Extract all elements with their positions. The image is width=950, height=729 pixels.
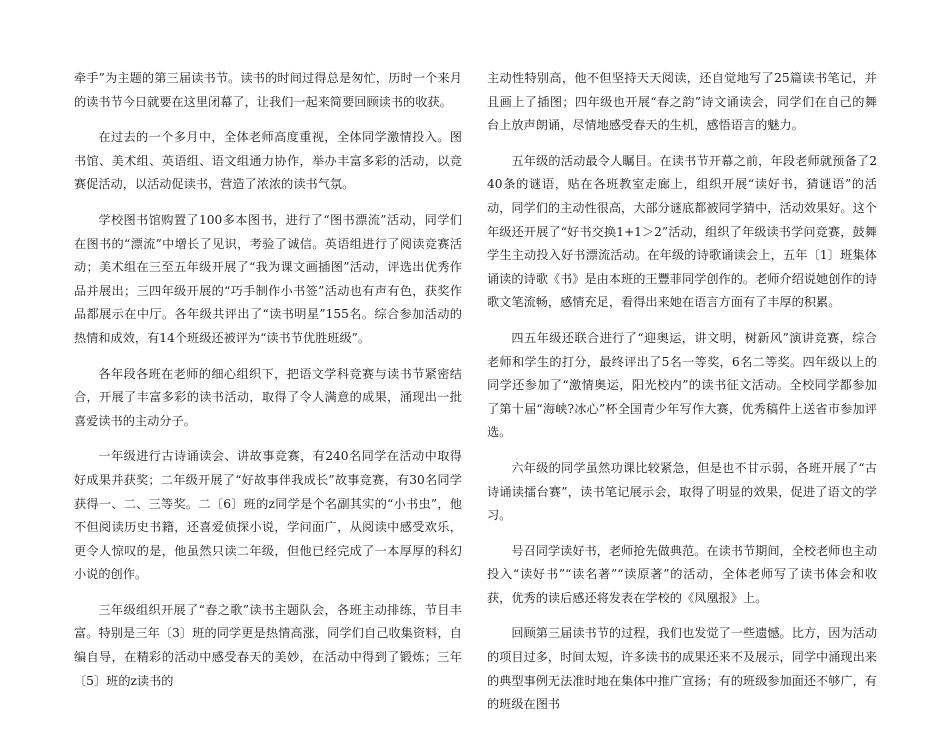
paragraph: 回顾第三届读书节的过程，我们也发觉了一些遗憾。比方，因为活动的项目过多，时间太短，许多读书的成果还来不及展示，同学中涌现出来的典型事例无法准时地在集体中推广宣扬；有的班级参加面还不够广，有的班级在图书 — [487, 626, 878, 712]
paragraph: 号召同学读好书，老师抢先做典范。在读书节期间，全校老师也主动投入“读好书”“读名著”“读原著”的活动，全体老师写了读书体会和收获，优秀的读后感还将发表在学校的《凤凰报》上。 — [487, 543, 878, 605]
paragraph: 四五年级还联合进行了“迎奥运，讲文明，树新风”演讲竞赛，综合老师和学生的打分，最终评出了5名一等奖，6名二等奖。四年级以上的同学还参加了“激情奥运，阳光校内”的读书征文活动。全校同学都参加了第十届“海峡?冰心”杯全国青少年写作大赛，优秀稿件上送省市参加评选。 — [487, 330, 877, 440]
paragraph: 一年级进行古诗诵读会、讲故事竞赛，有240名同学在活动中取得好成果并获奖；二年级开展了“好故事伴我成长”故事竞赛，有30名同学获得一、二、三等奖。二〔6〕班的z同学是个名副其实的“小书虫”，他不但阅读历史书籍，还喜爱侦探小说，学问面广，从阅读中感受欢乐，更令人惊叹的是，他虽然只读二年级，但他已经完成了一本厚厚的科幻小说的创作。 — [74, 449, 462, 582]
paragraph: 五年级的活动最令人瞩目。在读书节开幕之前，年段老师就预备了240条的谜语，贴在各班教室走廊上，组织开展“读好书，猜谜语”的活动，同学们的主动性很高，大部分谜底都被同学猜中，活动效果好。这个年级还开展了“好书交换1+1＞2”活动，组织了年级读书学问竞赛，鼓舞学生主动投入好书漂流活动。在年级的诗歌诵读会上，五年〔1〕班集体诵读的诗歌《书》是由本班的王豐菲同学创作的。老师介绍说她创作的诗歌文笔流畅，感情充足，看得出来她在语言方面有了丰厚的积累。 — [487, 153, 877, 310]
paragraph: 各年段各班在老师的细心组织下，把语文学科竞赛与读书节紧密结合，开展了丰富多彩的读书活动，取得了令人满意的成果，涌现出一批喜爱读书的主动分子。 — [74, 366, 462, 428]
left-column — [74, 67, 462, 705]
paragraph: 学校图书馆购置了100多本图书，进行了“图书漂流”活动，同学们在图书的“漂流”中增长了见识，考验了诚信。英语组进行了阅读竞赛活动；美术组在三至五年级开展了“我为课文画插图”活动，评选出优秀作品并展出；三四年级开展的“巧手制作小书签”活动也有声有色，获奖作品都展示在中厅。各年级共评出了“读书明星”155名。综合参加活动的热情和成效，有14个班级还被评为“读书节优胜班级”。 — [74, 212, 462, 345]
paragraph: 在过去的一个多月中，全体老师高度重视，全体同学激情投入。图书馆、美术组、英语组、语文组通力协作，举办丰富多彩的活动，以竞赛促活动，以活动促读书，营造了浓浓的读书气氛。 — [74, 130, 462, 192]
paragraph: 牵手”为主题的第三届读书节。读书的时间过得总是匆忙，历时一个来月的读书节今日就要在这里闭幕了，让我们一起来简要回顾读书的收获。 — [74, 71, 462, 109]
paragraph: 主动性特别高，他不但坚持天天阅读，还自觉地写了25篇读书笔记，并且画上了插图；四年级也开展“春之韵”诗文诵读会，同学们在自己的舞台上放声朗诵，尽情地感受春天的生机，感悟语言的魅力。 — [487, 71, 877, 133]
right-column — [487, 67, 877, 729]
paragraph: 六年级的同学虽然功课比较紧急，但是也不甘示弱，各班开展了“古诗诵读擂台赛”，读书笔记展示会，取得了明显的效果，促进了语文的学习。 — [487, 460, 877, 523]
paragraph: 三年级组织开展了“春之歌”读书主题队会，各班主动排练，节目丰富。特别是三年〔3〕班的同学更是热情高涨，同学们自己收集资料，自编自导，在精彩的活动中感受春天的美妙，在活动中得到了锻炼；三年〔5〕班的z读书的 — [74, 602, 462, 688]
